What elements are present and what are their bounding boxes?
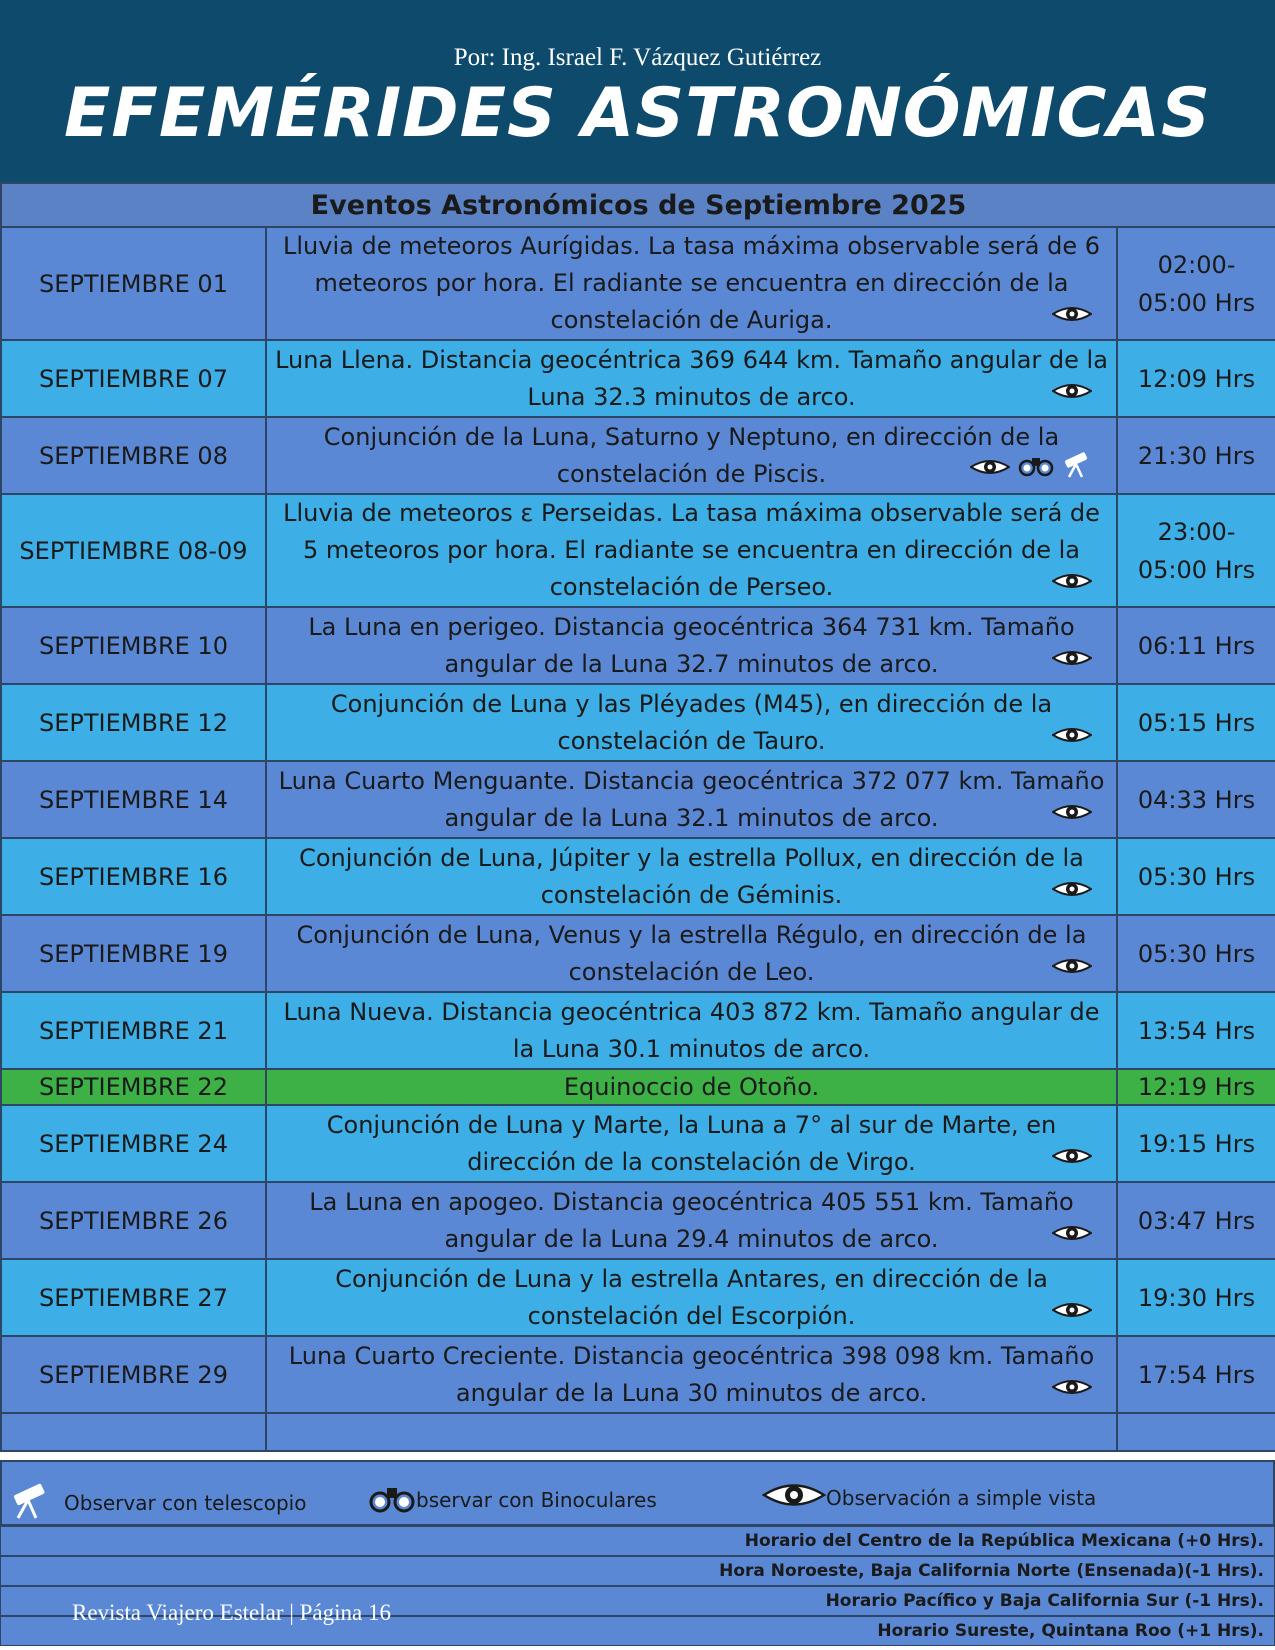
binoculars-icon [368,1480,416,1519]
event-row [1,992,1275,1069]
event-description-cell [266,227,1117,340]
table-title: Eventos Astronómicos de Septiembre 2025 [1,183,1275,227]
event-description-cell [266,1105,1117,1182]
observation-icons [1044,950,1092,988]
legend-eye [762,1480,1096,1515]
event-description: Conjunción de Luna, Júpiter y la estrella Pollux, en dirección de la constelación de Géminis. [299,843,1084,909]
event-time: 12:09 Hrs [1117,340,1275,417]
eye-icon [762,1480,826,1515]
empty-row [1,1413,1275,1451]
observation-icons [1044,719,1092,757]
event-date: SEPTIEMBRE 19 [1,915,266,992]
event-date: SEPTIEMBRE 26 [1,1182,266,1259]
event-time: 05:30 Hrs [1117,838,1275,915]
legend-telescope [8,1480,306,1525]
empty-cell [266,1413,1117,1451]
binoculars-icon [1018,451,1054,488]
observation-icons [1044,873,1092,911]
observation-icons [1044,1371,1092,1409]
event-description-cell [266,915,1117,992]
event-row [1,1259,1275,1336]
observation-icons [962,450,1092,489]
telescope-icon [8,1480,52,1525]
events-table [0,182,1275,1452]
event-description: Conjunción de Luna y Marte, la Luna a 7° al sur de Marte, en dirección de la constelación de Virgo. [326,1110,1057,1176]
event-description-cell [266,1069,1117,1105]
event-date: SEPTIEMBRE 07 [1,340,266,417]
event-time: 05:30 Hrs [1117,915,1275,992]
event-time: 12:19 Hrs [1117,1069,1275,1105]
event-date: SEPTIEMBRE 22 [1,1069,266,1105]
eye-icon [1052,796,1092,833]
legend-binoculars-label: bservar con Binoculares [416,1487,657,1512]
timezone-note: Horario del Centro de la República Mexicana (+0 Hrs). [0,1526,1275,1556]
eye-icon [1052,375,1092,412]
event-description: Luna Nueva. Distancia geocéntrica 403 872 km. Tamaño angular de la Luna 30.1 minutos de arco. [283,997,1100,1063]
event-description-cell [266,340,1117,417]
observation-icons [1044,642,1092,680]
event-description-cell [266,761,1117,838]
event-row [1,838,1275,915]
eye-icon [1052,1371,1092,1408]
event-date: SEPTIEMBRE 29 [1,1336,266,1413]
eye-icon [1052,298,1092,335]
event-row [1,340,1275,417]
icon-legend [0,1460,1275,1526]
eye-icon [1052,1140,1092,1177]
event-description-cell [266,1182,1117,1259]
observation-icons [1044,1217,1092,1255]
events-table-wrapper [0,182,1275,1452]
event-row [1,417,1275,494]
event-description: Equinoccio de Otoño. [563,1073,820,1101]
event-time: 02:00- 05:00 Hrs [1117,227,1275,340]
event-description: La Luna en perigeo. Distancia geocéntrica 364 731 km. Tamaño angular de la Luna 32.7 minutos de arco. [308,612,1075,678]
event-row [1,1182,1275,1259]
eye-icon [1052,1294,1092,1331]
event-date: SEPTIEMBRE 24 [1,1105,266,1182]
event-row [1,761,1275,838]
eye-icon [1052,1217,1092,1254]
event-description-cell [266,992,1117,1069]
event-description: Lluvia de meteoros ε Perseidas. La tasa máxima observable será de 5 meteoros por hora. El radiante se encuentra en dirección de la constelación de Perseo. [283,499,1100,601]
observation-icons [1044,565,1092,603]
author-byline: Por: Ing. Israel F. Vázquez Gutiérrez [453,44,822,71]
event-date: SEPTIEMBRE 12 [1,684,266,761]
event-time: 23:00- 05:00 Hrs [1117,494,1275,607]
event-time: 17:54 Hrs [1117,1336,1275,1413]
observation-icons [1044,1294,1092,1332]
event-description: Lluvia de meteoros Aurígidas. La tasa máxima observable será de 6 meteoros por hora. El radiante se encuentra en dirección de la constelación de Auriga. [283,232,1100,334]
page-title: EFEMÉRIDES ASTRONÓMICAS [63,74,1212,153]
empty-cell [1117,1413,1275,1451]
observation-icons [1044,298,1092,336]
event-row [1,1069,1275,1105]
event-time: 19:30 Hrs [1117,1259,1275,1336]
timezone-note: Horario Pacífico y Baja California Sur (-1 Hrs). [0,1586,1275,1616]
telescope-icon [1062,450,1092,489]
eye-icon [1052,642,1092,679]
event-date: SEPTIEMBRE 14 [1,761,266,838]
eye-icon [1052,873,1092,910]
event-date: SEPTIEMBRE 08-09 [1,494,266,607]
timezone-notes [0,1526,1275,1646]
event-description-cell [266,607,1117,684]
event-description: Luna Cuarto Menguante. Distancia geocéntrica 372 077 km. Tamaño angular de la Luna 32.1 minutos de arco. [278,766,1105,832]
eye-icon [1052,719,1092,756]
event-description-cell [266,838,1117,915]
event-time: 04:33 Hrs [1117,761,1275,838]
page-footer: Revista Viajero Estelar | Página 16 [72,1600,391,1625]
legend-binoculars [368,1480,657,1519]
observation-icons [1044,1140,1092,1178]
event-description: Conjunción de Luna, Venus y la estrella Régulo, en dirección de la constelación de Leo. [296,920,1087,986]
event-description: Luna Llena. Distancia geocéntrica 369 644 km. Tamaño angular de la Luna 32.3 minutos de arco. [275,345,1108,411]
event-time: 21:30 Hrs [1117,417,1275,494]
event-time: 19:15 Hrs [1117,1105,1275,1182]
event-time: 06:11 Hrs [1117,607,1275,684]
event-time: 03:47 Hrs [1117,1182,1275,1259]
legend-eye-label: Observación a simple vista [826,1485,1097,1510]
event-description-cell [266,1259,1117,1336]
observation-icons [1044,796,1092,834]
event-date: SEPTIEMBRE 01 [1,227,266,340]
timezone-note: Horario Sureste, Quintana Roo (+1 Hrs). [0,1616,1275,1646]
event-date: SEPTIEMBRE 08 [1,417,266,494]
event-row [1,1105,1275,1182]
event-row [1,227,1275,340]
page-header [0,0,1275,182]
event-description: Conjunción de Luna y las Pléyades (M45), en dirección de la constelación de Tauro. [330,689,1053,755]
table-title-row [1,183,1275,227]
event-description-cell [266,494,1117,607]
event-date: SEPTIEMBRE 21 [1,992,266,1069]
event-description: Luna Cuarto Creciente. Distancia geocéntrica 398 098 km. Tamaño angular de la Luna 30 minutos de arco. [288,1341,1095,1407]
event-row [1,684,1275,761]
event-row [1,915,1275,992]
event-row [1,607,1275,684]
event-time: 05:15 Hrs [1117,684,1275,761]
empty-cell [1,1413,266,1451]
event-description-cell [266,417,1117,494]
timezone-note: Hora Noroeste, Baja California Norte (Ensenada)(-1 Hrs). [0,1556,1275,1586]
event-description-cell [266,1336,1117,1413]
event-date: SEPTIEMBRE 10 [1,607,266,684]
event-description: Conjunción de Luna y la estrella Antares, en dirección de la constelación del Escorpión. [335,1264,1048,1330]
event-description: Conjunción de la Luna, Saturno y Neptuno, en dirección de la constelación de Piscis. [323,422,1060,488]
eye-icon [970,451,1010,488]
legend-telescope-label: Observar con telescopio [64,1490,307,1515]
event-description: La Luna en apogeo. Distancia geocéntrica 405 551 km. Tamaño angular de la Luna 29.4 minutos de arco. [309,1187,1074,1253]
event-date: SEPTIEMBRE 27 [1,1259,266,1336]
eye-icon [1052,565,1092,602]
event-description-cell [266,684,1117,761]
eye-icon [1052,950,1092,987]
event-time: 13:54 Hrs [1117,992,1275,1069]
event-date: SEPTIEMBRE 16 [1,838,266,915]
observation-icons [1044,375,1092,413]
event-row [1,1336,1275,1413]
event-row [1,494,1275,607]
